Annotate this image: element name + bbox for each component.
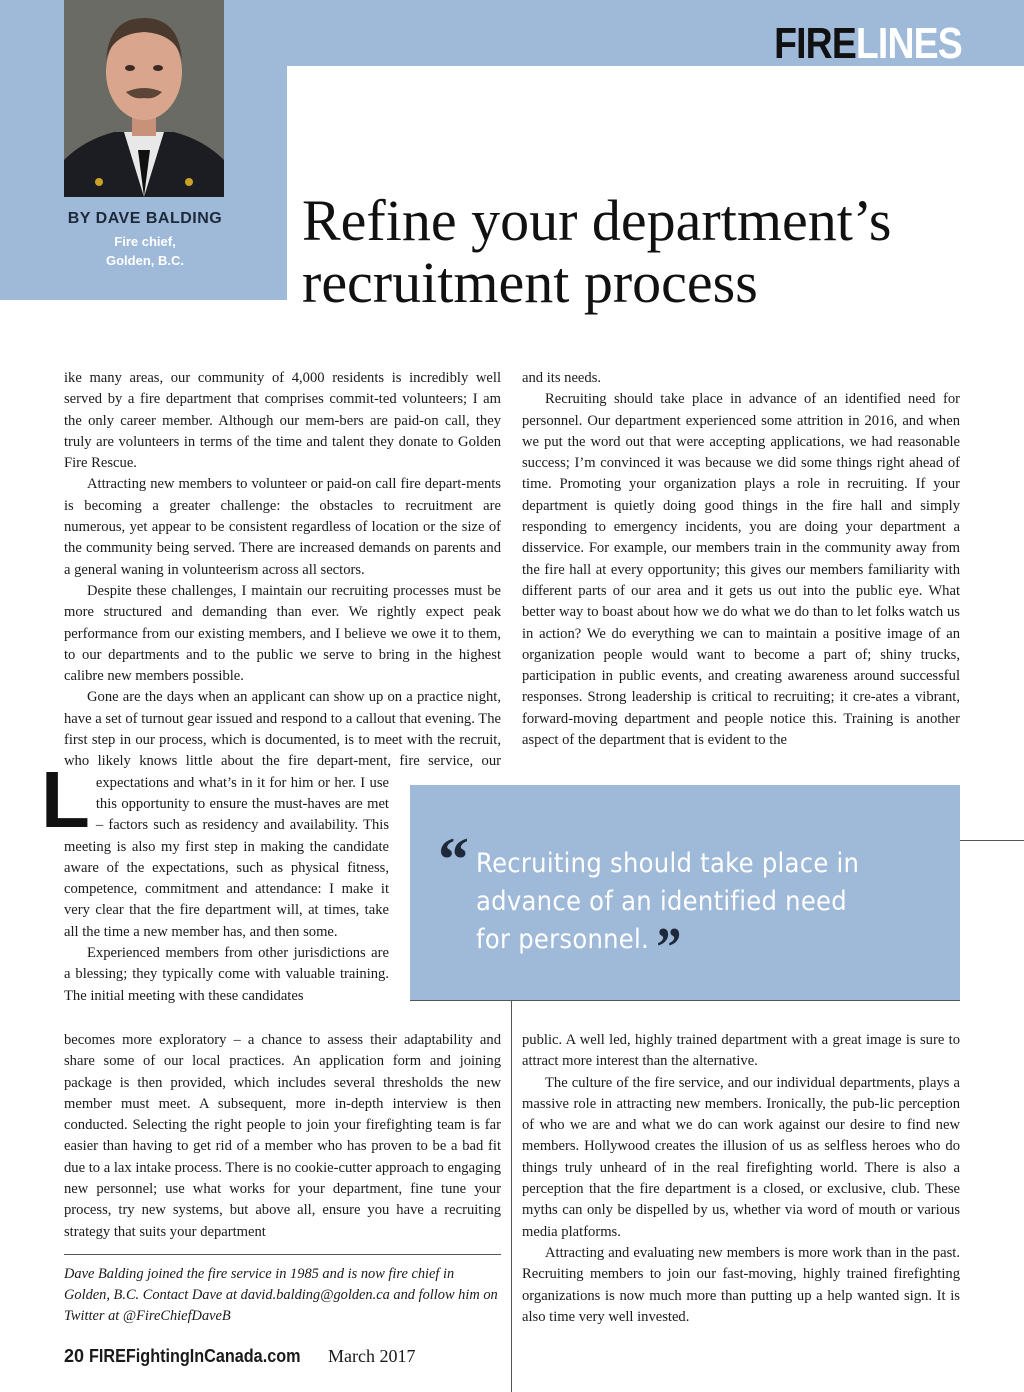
- pull-quote-body: Recruiting should take place in advance of an identified need for personnel.: [476, 848, 860, 955]
- section-brand: [774, 19, 962, 68]
- footer-site[interactable]: FIREFightingInCanada.com: [88, 1346, 301, 1366]
- paragraph: Experienced members from other jurisdictions are a blessing; they typically come with valuable training. The initial meeting with these candidates: [64, 945, 389, 1004]
- author-photo: [64, 0, 224, 197]
- footer-issue: March 2017: [328, 1346, 416, 1366]
- body-column-2: [522, 368, 960, 751]
- paragraph-text: Gone are the days when an applicant can show up on a practice night, have a set of turnout gear issued and respond to a callout that evening. The first step in our process, which is documented, is to meet with the recruit, who likely knows little about the fire depart-ment, fire service, our expectations and what’s in it for him or her. I use this opportunity to ensure the must-haves are met – factors such as residency and availability. This meeting is also my first step in making the candidate aware of the expectations, such as physical fitness, competence, commitment and attendance: I make it very clear that the fire department will, at times, take all the time a new member has, and then some.: [64, 689, 501, 940]
- pull-quote-text: [476, 845, 881, 979]
- author-location: Golden, B.C.: [106, 253, 184, 268]
- paragraph: Recruiting should take place in advance of an identified need for personnel. Our department experienced some attrition in 2016, and when we put the word out that were accepting applications, we had reasonable success; I’m convinced it was because we did some things right ahead of time. Promoting your organization plays a role in recruiting. If your department is quietly doing good things in the fire hall and simply responding to emergency incidents, you are doing your department a disservice. For example, our members train in the community away from the fire hall at every opportunity; this gives our members familiarity with different parts of our area and it gets us out into the public eye. What better way to boast about how we do what we do than to let folks watch us in action? We do everything we can to maintain a positive image of an organization people would want to become a part of; shiny trucks, participation in public events, and creating awareness around successful responses. Strong leadership is critical to recruiting; it cre-ates a vibrant, forward-moving department and people notice this. Training is another aspect of the department that is evident to the: [522, 391, 960, 749]
- paragraph: Despite these challenges, I maintain our recruiting processes must be more structured and demanding than ever. We rightly expect peak performance from our existing members, and I believe we owe it to them, to our departments and to the public we serve to bring in the highest calibre new members possible.: [64, 582, 501, 685]
- page-number: 20: [64, 1346, 85, 1366]
- column-divider: [511, 1000, 512, 1392]
- close-quote-mark: ”: [656, 917, 682, 979]
- headline-line1: Refine your department’s: [302, 188, 892, 253]
- paragraph: becomes more exploratory – a chance to assess their adaptability and share some of our local practices. An application form and joining package is then provided, which includes several thresholds the new member must meet. A subsequent, more in-depth interview is then conducted. Selecting the right people to join your firefighting team is far easier than having to get rid of a member who has proven to be a bad fit due to a lax intake process. There is no cookie-cutter approach to engaging new personnel; use what works for your department, fine tune your process, try new systems, but above all, ensure you have a recruiting strategy that suits your department: [64, 1032, 501, 1240]
- brand-part2: LINES: [856, 19, 962, 68]
- byline: [40, 210, 250, 270]
- author-bio: Dave Balding joined the fire service in 1985 and is now fire chief in Golden, B.C. Contact Dave at david.balding@golden.ca and follow him on Twitter at @FireChiefDaveB: [64, 1266, 498, 1324]
- paragraph: and its needs.: [522, 370, 602, 386]
- author-name: BY DAVE BALDING: [67, 210, 223, 227]
- divider-line: [410, 1000, 960, 1001]
- pull-quote: [410, 785, 960, 1000]
- article-headline: [302, 190, 1002, 314]
- author-portrait-image: [64, 0, 224, 197]
- open-quote-mark: “: [438, 826, 469, 894]
- drop-cap: L: [41, 755, 90, 844]
- divider-line: [960, 840, 1024, 841]
- body-column-1-lower: [64, 1030, 501, 1243]
- paragraph: The culture of the fire service, and our individual departments, plays a massive role in attracting new members. Ironically, the pub-lic perception of who we are and what we do can work against our desire to find new members. Hollywood creates the illusion of us as selfless heroes who do things truly unheard of in the real firefighting world. There is also a perception that the fire department is a closed, or exclusive, club. These myths can only be dispelled by us, whether via word of mouth or various media platforms.: [522, 1074, 960, 1240]
- page-footer: [64, 1346, 416, 1367]
- body-column-2-lower: [522, 1030, 960, 1328]
- paragraph-text: ike many areas, our community of 4,000 residents is incredibly well served by a fire department that comprises commit-ted volunteers; I am the only career member. Although our mem-bers are paid-on call, they truly are volunteers in terms of the time and talent they donate to Golden Fire Rescue.: [64, 370, 501, 472]
- paragraph: Attracting and evaluating new members is more work than in the past. Recruiting members to join our fast-moving, highly trained firefighting organizations is now much more than putting up a help wanted sign. It is also time very well invested.: [522, 1244, 960, 1325]
- brand-part1: FIRE: [774, 19, 857, 68]
- bio-divider: [64, 1254, 501, 1255]
- paragraph: public. A well led, highly trained department with a great image is sure to attract more interest than the alternative.: [522, 1032, 960, 1070]
- paragraph: Attracting new members to volunteer or paid-on call fire depart-ments is becoming a greater challenge: the obstacles to recruitment are numerous, yet appear to be consistent regardless of location or the size of the community being served. There are increased demands on parents and a general waning in volunteerism across all sectors.: [64, 476, 501, 578]
- author-title: Fire chief,: [114, 234, 176, 249]
- headline-line2: recruitment process: [302, 250, 758, 315]
